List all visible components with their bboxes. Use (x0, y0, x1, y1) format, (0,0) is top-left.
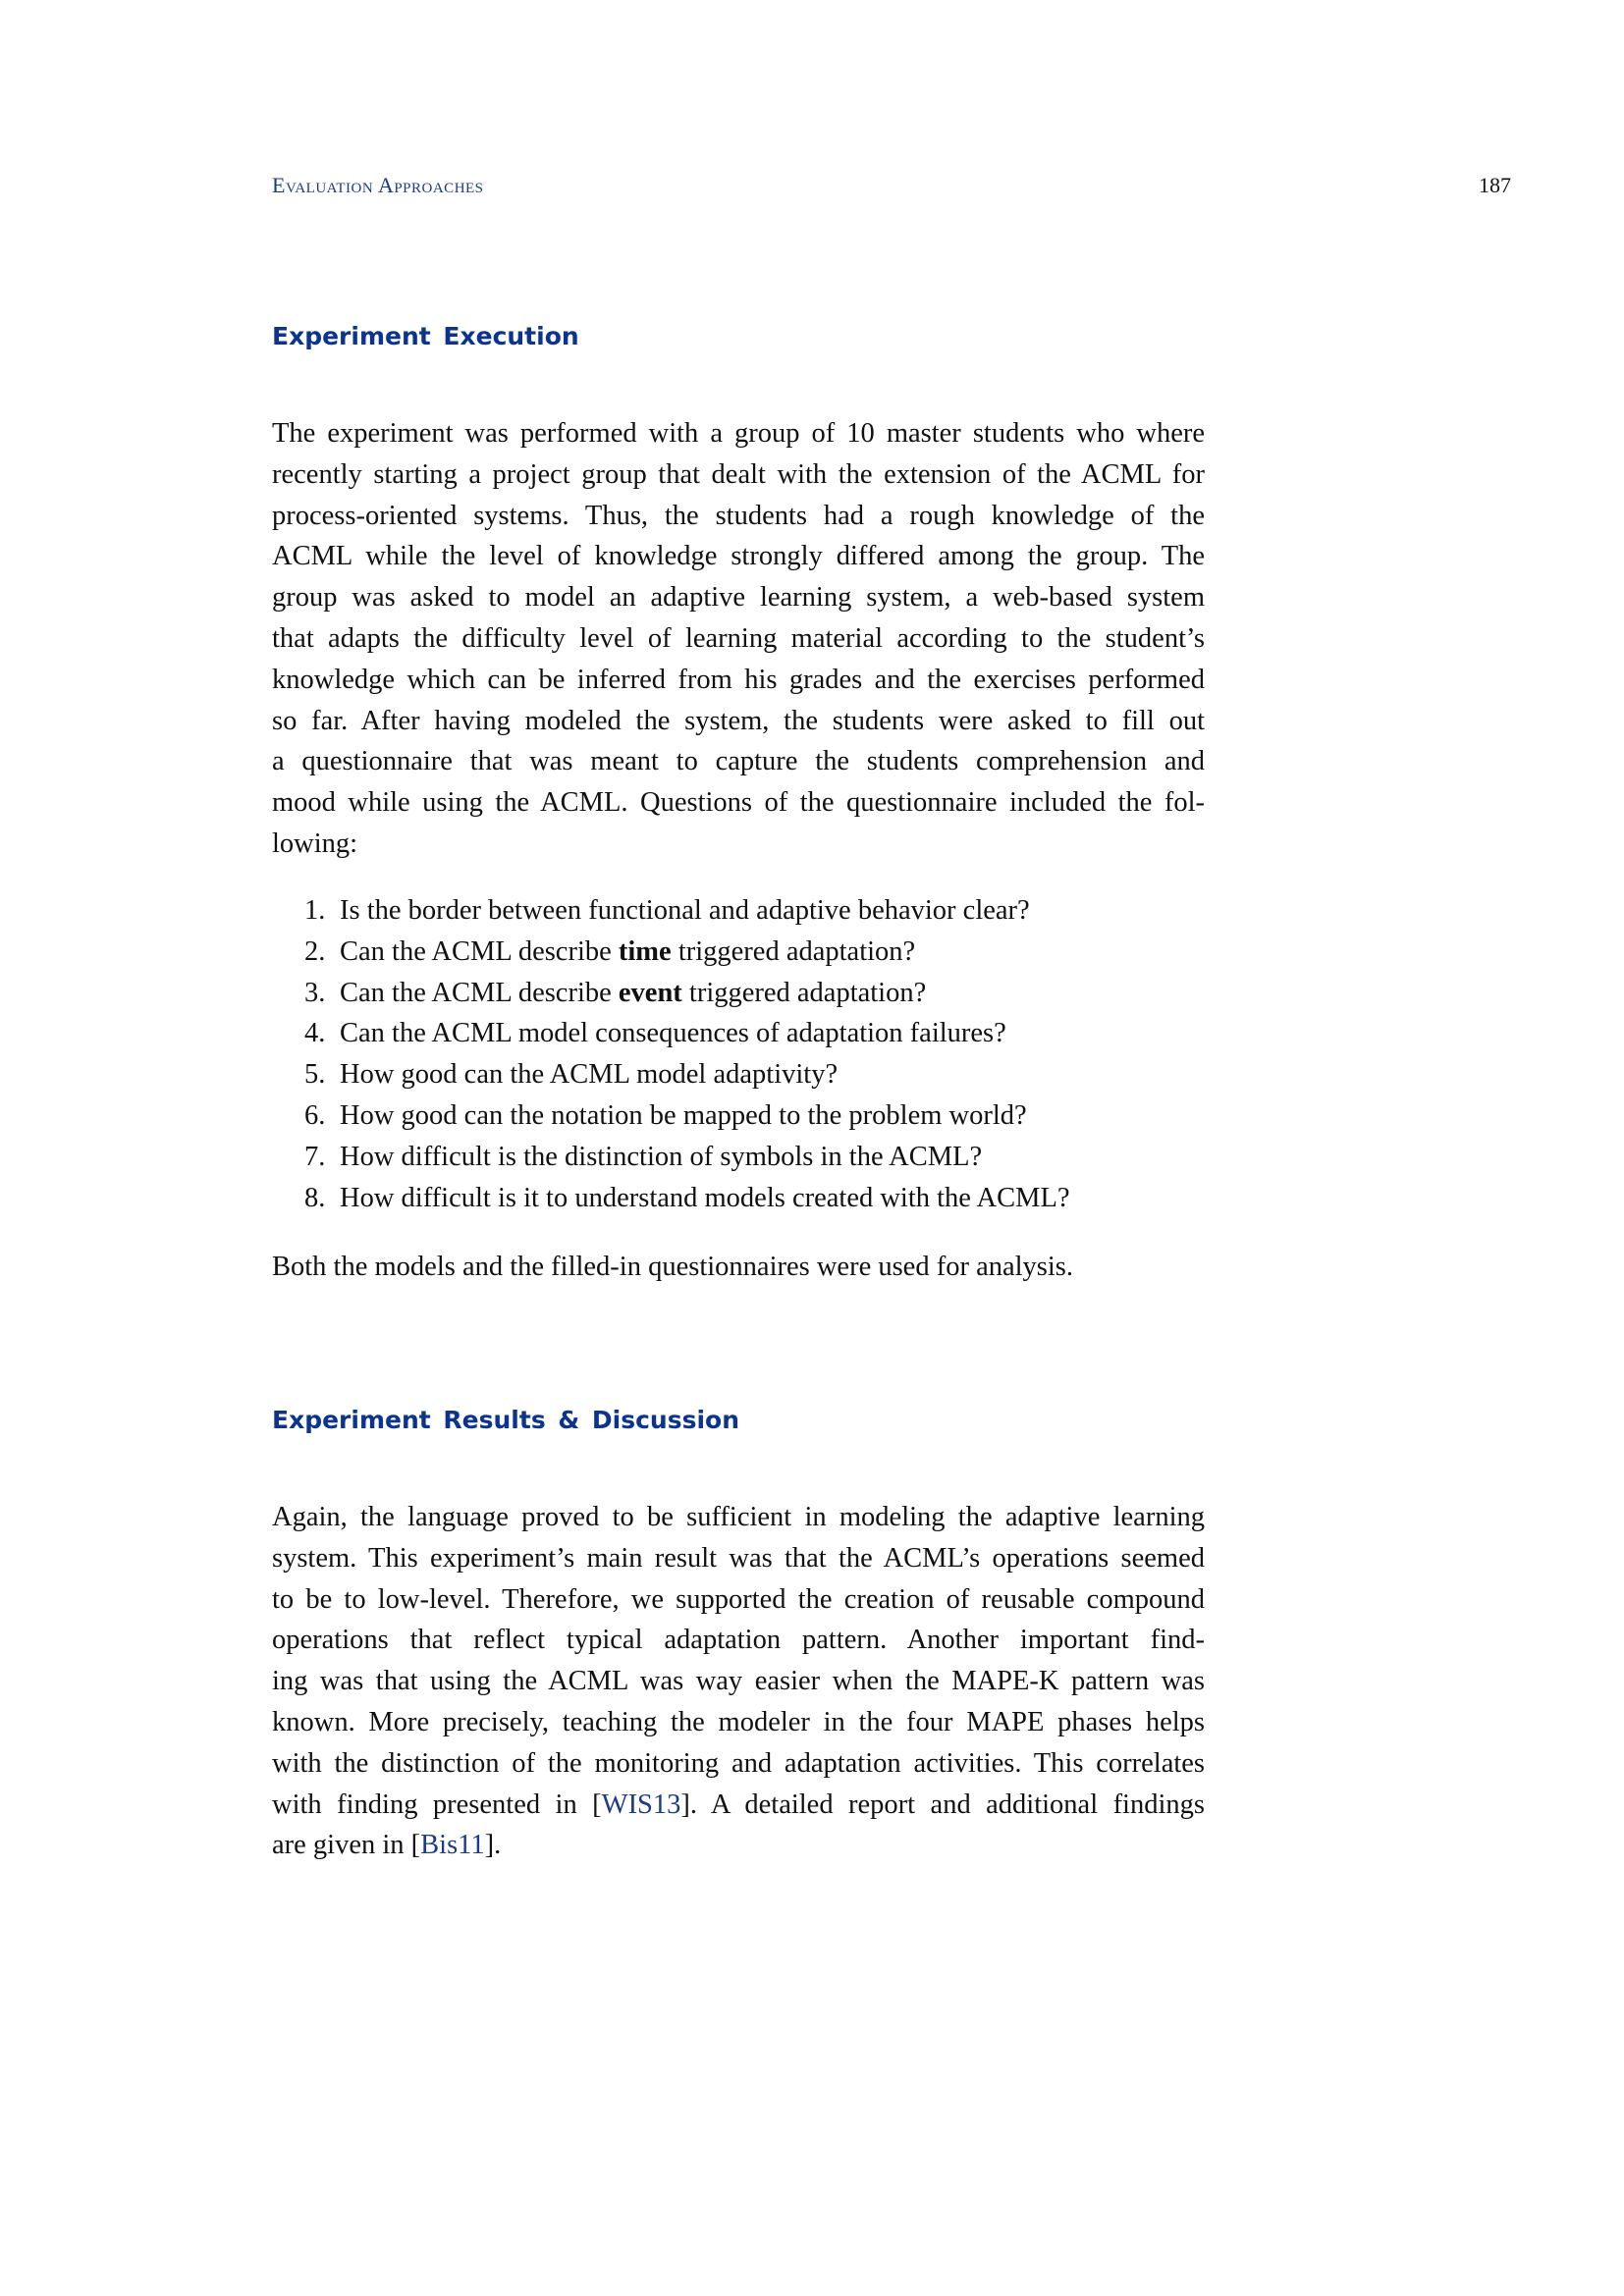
list-text: Can the ACML describe (340, 977, 619, 1008)
list-item (304, 1095, 1070, 1137)
list-text: time (618, 935, 672, 967)
list-number: 1. (304, 895, 326, 926)
list-text: How good can the ACML model adaptivity? (340, 1059, 839, 1091)
list-item (304, 973, 1070, 1014)
text-line: a questionnaire that was meant to capture the students comprehension and (272, 746, 1205, 777)
text-line: to be to low-level. Therefore, we supported the creation of reusable compound (272, 1583, 1205, 1615)
text-line: The experiment was performed with a group of 10 master students who where (272, 418, 1205, 449)
list-text: How difficult is it to understand models created with the ACML? (340, 1182, 1070, 1213)
paragraph-closing (272, 1247, 1205, 1288)
text-line: group was asked to model an adaptive learning system, a web-based system (272, 582, 1205, 614)
list-number: 5. (304, 1059, 326, 1091)
list-item (304, 1137, 1070, 1178)
list-text: triggered adaptation? (681, 977, 927, 1008)
list-text: Can the ACML describe (340, 935, 619, 967)
list-number: 4. (304, 1018, 326, 1049)
list-number: 6. (304, 1099, 326, 1131)
citation-link-wis13[interactable]: WIS13 (601, 1789, 681, 1820)
text-line: that adapts the difficulty level of learning material according to the student’s (272, 622, 1205, 654)
text-line: so far. After having modeled the system, the students were asked to fill out (272, 705, 1205, 736)
text-line: operations that reflect typical adaptation pattern. Another important find- (272, 1625, 1205, 1656)
page-number: 187 (1479, 173, 1511, 197)
text: are given in [ (272, 1830, 421, 1861)
text: ]. (484, 1830, 502, 1861)
list-text: Is the border between functional and adaptive behavior clear? (340, 895, 1030, 926)
text-line: ACML while the level of knowledge strongly differed among the group. The (272, 541, 1205, 572)
text-line: ing was that using the ACML was way easier when the MAPE-K pattern was (272, 1666, 1205, 1697)
list-item (304, 1054, 1070, 1095)
list-text: How difficult is the distinction of symbols in the ACML? (340, 1141, 983, 1172)
citation-link-bis11[interactable]: Bis11 (420, 1830, 485, 1861)
text-line: system. This experiment’s main result was that the ACML’s operations seemed (272, 1542, 1205, 1574)
paragraph-results (272, 1497, 1205, 1866)
paragraph-execution (272, 413, 1205, 865)
running-header: Evaluation Approaches (272, 173, 484, 197)
list-text: triggered adaptation? (671, 935, 916, 967)
list-number: 2. (304, 935, 326, 967)
list-item (304, 1013, 1070, 1054)
text: ]. A detailed report and additional findings (680, 1789, 1205, 1820)
text-line: process-oriented systems. Thus, the students had a rough knowledge of the (272, 500, 1205, 531)
list-number: 8. (304, 1182, 326, 1213)
list-number: 7. (304, 1141, 326, 1172)
list-item (304, 932, 1070, 973)
text-line: mood while using the ACML. Questions of the questionnaire included the fol- (272, 787, 1205, 819)
list-item (304, 890, 1070, 932)
text-line: lowing: (272, 828, 358, 859)
text-line: known. More precisely, teaching the modeler in the four MAPE phases helps (272, 1706, 1205, 1737)
list-item (304, 1178, 1070, 1219)
text-line: with the distinction of the monitoring and adaptation activities. This correlates (272, 1747, 1205, 1779)
text-line: knowledge which can be inferred from his grades and the exercises performed (272, 664, 1205, 695)
section-heading-execution: Experiment Execution (272, 322, 579, 350)
list-number: 3. (304, 977, 326, 1008)
list-text: Can the ACML model consequences of adaptation failures? (340, 1018, 1006, 1049)
text-line: recently starting a project group that dealt with the extension of the ACML for (272, 458, 1205, 490)
list-text: event (618, 977, 682, 1008)
section-heading-results: Experiment Results & Discussion (272, 1406, 740, 1434)
text-line: Both the models and the filled-in questionnaires were used for analysis. (272, 1252, 1074, 1282)
text: with finding presented in [ (272, 1789, 602, 1820)
questions-list (304, 890, 1070, 1218)
list-text: How good can the notation be mapped to the problem world? (340, 1099, 1027, 1131)
text-line: Again, the language proved to be sufficient in modeling the adaptive learning (272, 1502, 1205, 1532)
